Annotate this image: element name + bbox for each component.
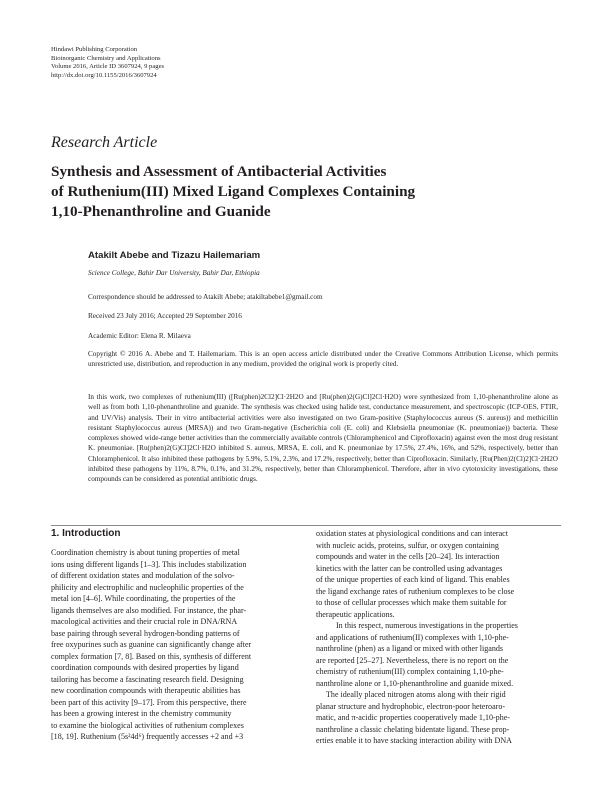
text-line: free oxypurines such as guanine can significantly change after xyxy=(51,640,252,649)
text-line: chemistry of ruthenium(III) complex containing 1,10-phe- xyxy=(316,667,504,676)
copyright-notice: Copyright © 2016 A. Abebe and T. Hailemariam. This is an open access article distributed under the Creative Commons Attribution License, which permits unrestricted use, distribution, and reproduction in any medium, provided the original work is properly cited. xyxy=(88,350,558,368)
journal-volume: Volume 2016, Article ID 3607924, 9 pages xyxy=(51,63,165,71)
text-line: planar structure and hydrophobic, electron-poor heteroaro- xyxy=(316,701,506,711)
text-line: philicity and electrophilic and nucleophilic properties of the xyxy=(51,582,244,592)
text-line: complex formation [7, 8]. Based on this, synthesis of different xyxy=(51,651,252,661)
title-line: 1,10-Phenanthroline and Guanide xyxy=(51,203,271,220)
journal-header xyxy=(51,46,164,80)
text-line: matic, and π-acidic properties cooperatively made 1,10-phe- xyxy=(316,713,510,722)
text-line: compounds and water in the cells [20–24]. Its interaction xyxy=(316,552,500,561)
text-line: base pairing through several hydrogen-bonding patterns of xyxy=(51,628,240,638)
article-title xyxy=(51,162,571,222)
text-line: new coordination compounds with therapeutic abilities has xyxy=(51,686,241,695)
text-line: nanthroline a classic chelating bidentate ligand. These prop- xyxy=(316,724,510,734)
journal-name: Bioinorganic Chemistry and Applications xyxy=(51,54,161,62)
text-line: of different oxidation states and modulation of the solvo- xyxy=(51,571,235,580)
title-line: Synthesis and Assessment of Antibacterial Activities xyxy=(51,163,387,180)
text-line: to examine the biological activities of ruthenium complexes xyxy=(51,720,244,730)
publisher-name: Hindawi Publishing Corporation xyxy=(51,46,138,53)
text-line: has been a growing interest in the chemistry community xyxy=(51,709,232,718)
text-line: the ligand exchange rates of ruthenium complexes to be close xyxy=(316,586,515,596)
academic-editor: Academic Editor: Elena R. Milaeva xyxy=(88,332,191,340)
text-line: nanthroline (phen) as a ligand or mixed with other ligands xyxy=(316,644,504,653)
text-line: coordination compounds with desired properties by ligand xyxy=(51,663,239,672)
title-line: of Ruthenium(III) Mixed Ligand Complexes Containing xyxy=(51,183,416,200)
text-line: The ideally placed nitrogen atoms along with their rigid xyxy=(326,690,506,699)
affiliation: Science College, Bahir Dar University, Bahir Dar, Ethiopia xyxy=(88,269,260,277)
text-line: oxidation states at physiological conditions and can interact xyxy=(316,529,508,538)
text-line: macological activities and their crucial role in DNA/RNA xyxy=(51,617,238,626)
text-line: with nucleic acids, proteins, sulfur, or oxygen containing xyxy=(316,540,499,550)
abstract-text: In this work, two complexes of ruthenium(III) ([Ru(phen)2Cl2]Cl·2H2O and [Ru(phen)2(G)Cl]2Cl·H2O) were synthesized from 1,10-phenanthroline alone as well as from both 1,10-phenanthroline and guanide. The synthesis was checked using halide test, conductance measurement, and spectroscopic (ICP-OES, FTIR, and UV/Vis) analysis. Their in vitro antibacterial activities were also investigated on two Gram-positive (Staphylococcus aureus (S. aureus)) and methicillin resistant Staphylococcus aureus (MRSA)) and two Gram-negative (Escherichia coli (E. coli) and Klebsiella pneumoniae (K. pneumoniae)) bacteria. These complexes showed wide-range better activities than the commercially available controls (Chloramphenicol and Ciprofloxacin) against even the most drug resistant K. pneumoniae. [Ru(phen)2(G)Cl]2Cl·H2O inhibited S. aureus, MRSA, E. coli, and K. pneumoniae by 17.5%, 27.4%, 16%, and 52%, respectively, better than Chloramphenicol. It also inhibited these pathogens by 5.9%, 5.1%, 2.3%, and 17.2%, respectively, better than Ciprofloxacin. Similarly, [Ru(Phen)2(Cl)2]Cl·2H2O inhibited these pathogens by 11%, 8.7%, 0.1%, and 31.2%, respectively, better than Chloramphenicol. Therefore, after in vivo cytotoxicity investigations, these compounds can be considered as potential antibiotic drugs. xyxy=(88,393,558,484)
correspondence: Correspondence should be addressed to Atakilt Abebe; atakiltabebe1@gmail.com xyxy=(88,293,323,301)
text-line: ions using different ligands [1–3]. This includes stabilization xyxy=(51,559,247,569)
received-accepted-dates: Received 23 July 2016; Accepted 29 September 2016 xyxy=(88,312,242,320)
text-line: nanthroline alone or 1,10-phenanthroline and guanide mixed. xyxy=(316,678,514,688)
journal-doi[interactable]: http://dx.doi.org/10.1155/2016/3607924 xyxy=(51,71,157,79)
text-line: tailoring has become a fascinating research field. Designing xyxy=(51,674,244,684)
text-line: been part of this activity [9–17]. From this perspective, there xyxy=(51,697,247,707)
abstract xyxy=(88,392,558,485)
text-line: are reported [25–27]. Nevertheless, there is no report on the xyxy=(316,655,509,665)
text-line: metal ion [4–6]. While coordinating, the properties of the xyxy=(51,594,236,603)
text-line: of the unique properties of each kind of ligand. This enables xyxy=(316,575,510,584)
intro-left-column xyxy=(51,547,295,743)
section-divider xyxy=(51,525,561,526)
text-line: to those of cellular processes which make them suitable for xyxy=(316,598,507,607)
text-line: and applications of ruthenium(II) complexes with 1,10-phe- xyxy=(316,632,509,642)
text-line: kinetics with the latter can be controlled using advantages xyxy=(316,563,503,573)
text-line: erties enable it to have stacking interaction ability with DNA xyxy=(316,736,512,745)
text-line: Coordination chemistry is about tuning properties of metal xyxy=(51,548,240,557)
article-type: Research Article xyxy=(51,134,158,151)
authors: Atakilt Abebe and Tizazu Hailemariam xyxy=(88,250,261,261)
text-line: In this respect, numerous investigations in the properties xyxy=(336,621,518,630)
intro-right-column xyxy=(316,528,560,747)
text-line: [18, 19]. Ruthenium (5s²4d⁶) frequently accesses +2 and +3 xyxy=(51,732,244,741)
text-line: ligands themselves are also modified. For instance, the phar- xyxy=(51,605,247,615)
text-line: therapeutic applications. xyxy=(316,609,395,619)
section-heading-introduction: 1. Introduction xyxy=(51,528,121,539)
